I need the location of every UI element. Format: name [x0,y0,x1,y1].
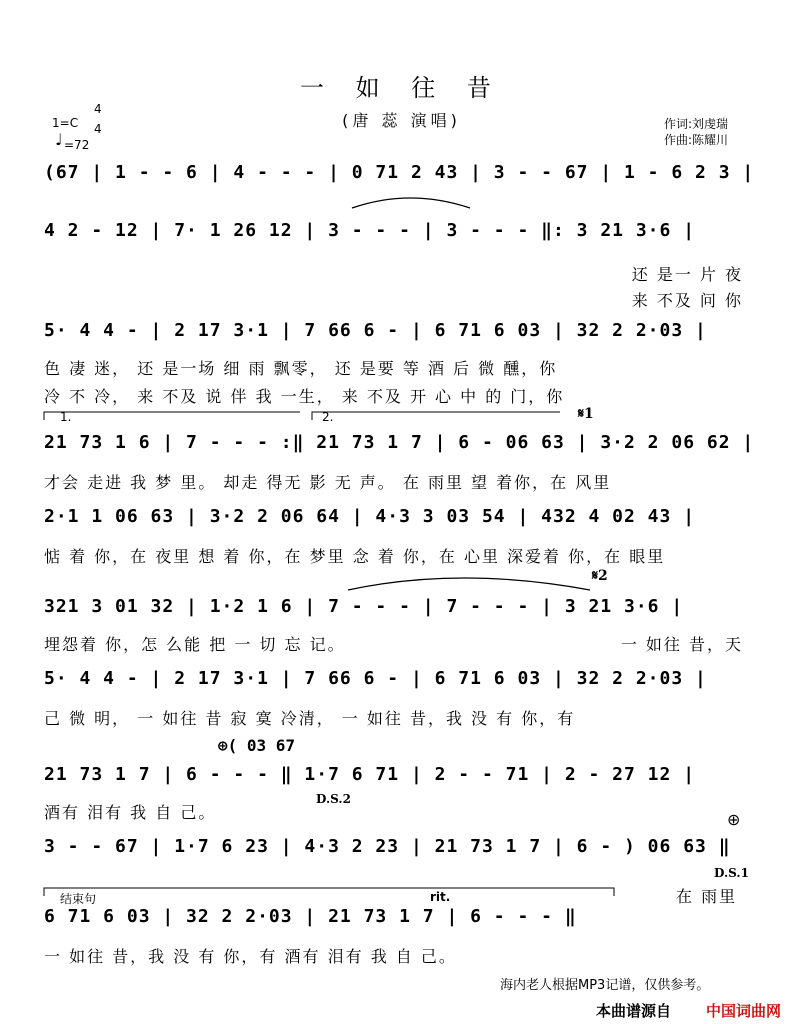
lyric-line-1b: 来 不及 问 你 [631,291,743,310]
volta-second: 2. [322,410,334,424]
coda-pickup: ⊕( 03 67 [218,736,296,755]
transcription-note: 海内老人根据MP3记谱，仅供参考。 [500,978,710,993]
time-signature-top: 4 [94,102,102,116]
tie-arc [352,198,470,208]
lyric-line-5a: 埋怨着 你，怎 么能 把 一 切 忘 记。 [44,635,346,654]
lyricist-credit: 作词:刘虔瑞 [664,117,729,131]
notation-row-4: 21 73 1 6 | 7 - - - :‖ 21 73 1 7 | 6 - 06 63 | 3·2 2 06 62 | [44,432,755,453]
tempo-marking: =72 [64,138,90,152]
notation-row-3: 5· 4 4 - | 2 17 3·1 | 7 66 6 - | 6 71 6 03 | 32 2 2·03 | [44,320,707,341]
site-name: 中国词曲网 [706,1002,782,1020]
ds-one-marking: D.S.1 [714,866,749,880]
notation-row-2: 4 2 - 12 | 7· 1 26 12 | 3 - - - | 3 - - - ‖: 3 21 3·6 | [44,220,696,241]
time-signature-bottom: 4 [94,122,102,136]
segno-one-icon: 𝄋1 [578,406,594,422]
notation-row-6: 321 3 01 32 | 1·2 1 6 | 7 - - - | 7 - - - | 3 21 3·6 | [44,596,684,617]
ds-two-marking: D.S.2 [316,792,351,806]
ritardando-marking: rit. [430,890,451,904]
quarter-note-icon: ♩ [55,130,63,149]
notation-row-8: 21 73 1 7 | 6 - - - ‖ 1·7 6 71 | 2 - - 71 | 2 - 27 12 | [44,764,696,785]
lyric-line-4: 惦 着 你，在 夜里 想 着 你，在 梦里 念 着 你，在 心里 深爱着 你，在 眼里 [44,547,666,566]
volta-bracket-first [44,412,300,420]
volta-first: 1. [60,410,72,424]
lyric-line-6: 己 微 明， 一 如往 昔 寂 寞 冷清， 一 如往 昔，我 没 有 你，有 [44,709,576,728]
lyric-line-5b: 一 如往 昔，天 [620,635,743,654]
ending-bracket [44,888,614,896]
lyric-line-1a: 还 是一 片 夜 [631,265,743,284]
segno-two-icon: 𝄋2 [592,568,608,584]
notation-row-7: 5· 4 4 - | 2 17 3·1 | 7 66 6 - | 6 71 6 03 | 32 2 2·03 | [44,668,707,689]
notation-row-10: 6 71 6 03 | 32 2 2·03 | 21 73 1 7 | 6 - - - ‖ [44,906,577,927]
song-subtitle: (唐 蕊 演唱) [342,111,461,130]
lyric-line-3: 才会 走进 我 梦 里。 却走 得无 影 无 声。 在 雨里 望 着你，在 风里 [44,473,612,492]
tie-arc [348,578,590,590]
lyric-line-7: 酒有 泪有 我 自 己。 [44,803,217,822]
source-label: 本曲谱源自 [596,1002,672,1020]
ending-label: 结束句 [60,892,97,906]
volta-bracket-second [312,412,560,420]
notation-row-1: (67 | 1 - - 6 | 4 - - - | 0 71 2 43 | 3 - - 67 | 1 - 6 2 3 | [44,162,755,183]
song-title: 一 如 往 昔 [300,74,503,102]
lyric-line-9: 一 如往 昔，我 没 有 你，有 酒有 泪有 我 自 己。 [44,947,457,966]
coda-icon: ⊕ [727,810,741,829]
lyric-line-2a: 色 凄 迷， 还 是一场 细 雨 飘零， 还 是要 等 酒 后 微 醺，你 [44,359,558,378]
composer-credit: 作曲:陈耀川 [664,133,729,147]
lyric-line-8: 在 雨里 [676,887,738,906]
notation-row-9: 3 - - 67 | 1·7 6 23 | 4·3 2 23 | 21 73 1 7 | 6 - ) 06 63 ‖ [44,836,731,857]
key-signature: 1=C [52,116,79,130]
notation-row-5: 2·1 1 06 63 | 3·2 2 06 64 | 4·3 3 03 54 | 432 4 02 43 | [44,506,696,527]
lyric-line-2b: 冷 不 冷， 来 不及 说 伴 我 一生， 来 不及 开 心 中 的 门，你 [44,387,565,406]
